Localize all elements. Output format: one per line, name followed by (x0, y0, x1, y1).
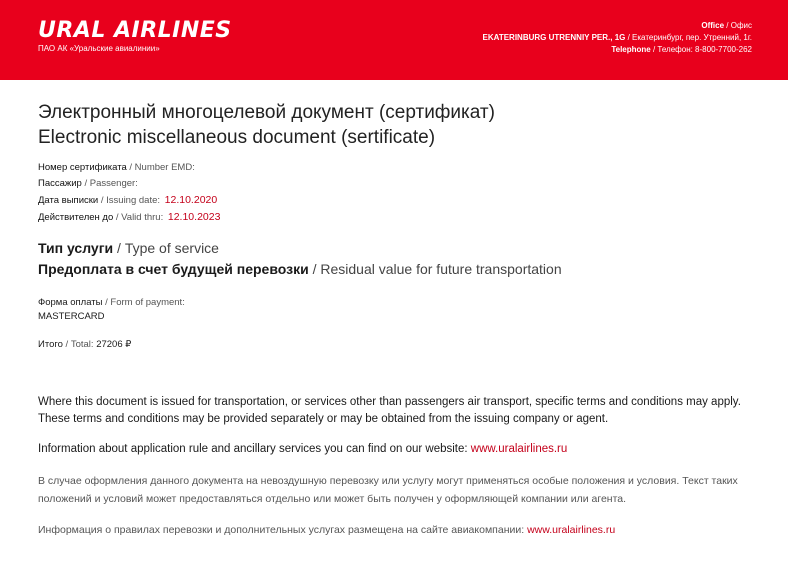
office-label-ru: Офис (730, 21, 752, 30)
valid-thru-value: 12.10.2023 (167, 211, 221, 223)
field-total: Итого / Total: 27206 ₽ (38, 339, 132, 350)
info-ru-paragraph: Информация о правилах перевозки и дополнительных услугах размещена на сайте авиакомпании: www.uralairlines.ru (38, 524, 616, 536)
info-en-paragraph: Information about application rule and ancillary services you can find on our website: www.uralairlines.ru (38, 443, 568, 455)
field-valid-thru: Действителен до / Valid thru: 12.10.2023 (38, 211, 221, 223)
field-issue-date: Дата выписки / Issuing date: 12.10.2020 (38, 194, 218, 206)
service-type: Тип услуги / Type of service (38, 240, 219, 256)
field-passenger: Пассажир / Passenger: (38, 178, 138, 189)
field-number: Номер сертификата / Number EMD: (38, 162, 195, 173)
office-info: Office / Офис EKATERINBURG UTRENNIY PER., 1G / Екатеринбург, пер. Утренний, 1г. Telephone / Телефон: 8-800-7700-262 (482, 21, 752, 54)
website-link-en[interactable]: www.uralairlines.ru (470, 443, 568, 455)
logo: URAL AIRLINES (38, 18, 232, 43)
issue-date-value: 12.10.2020 (164, 194, 218, 206)
payment-value: MASTERCARD (38, 311, 105, 322)
title-ru: Электронный многоцелевой документ (сертификат) (38, 102, 495, 123)
terms-en-paragraph: Where this document is issued for transportation, or services other than passengers air transport, specific terms and conditions may apply. These terms and conditions may be provided separately or may be obtained from the issuing company or agent. (38, 396, 741, 425)
phone-label-en: Telephone (611, 45, 651, 54)
website-link-ru[interactable]: www.uralairlines.ru (527, 524, 616, 536)
document-body (38, 100, 758, 539)
field-payment: Форма оплаты / Form of payment: (38, 297, 185, 308)
logo-subtitle: ПАО АК «Уральские авиалинии» (38, 44, 160, 53)
header-banner (0, 0, 788, 80)
service-prepay: Предоплата в счет будущей перевозки / Residual value for future transportation (38, 261, 562, 277)
address-en: EKATERINBURG UTRENNIY PER., 1G (482, 33, 626, 42)
terms-ru-paragraph: В случае оформления данного документа на невоздушную перевозку или услугу могут применяться особые положения и условия. Текст таких положений и условий может предоставляться отдельно или может быть получен у оформляющей компании или агента. (38, 475, 738, 505)
phone-label-ru: Телефон: 8-800-7700-262 (657, 45, 752, 54)
office-label-en: Office (701, 21, 725, 30)
title-en: Electronic miscellaneous document (sertificate) (38, 127, 436, 148)
address-ru: Екатеринбург, пер. Утренний, 1г. (632, 33, 752, 42)
total-value: 27206 ₽ (96, 339, 132, 350)
